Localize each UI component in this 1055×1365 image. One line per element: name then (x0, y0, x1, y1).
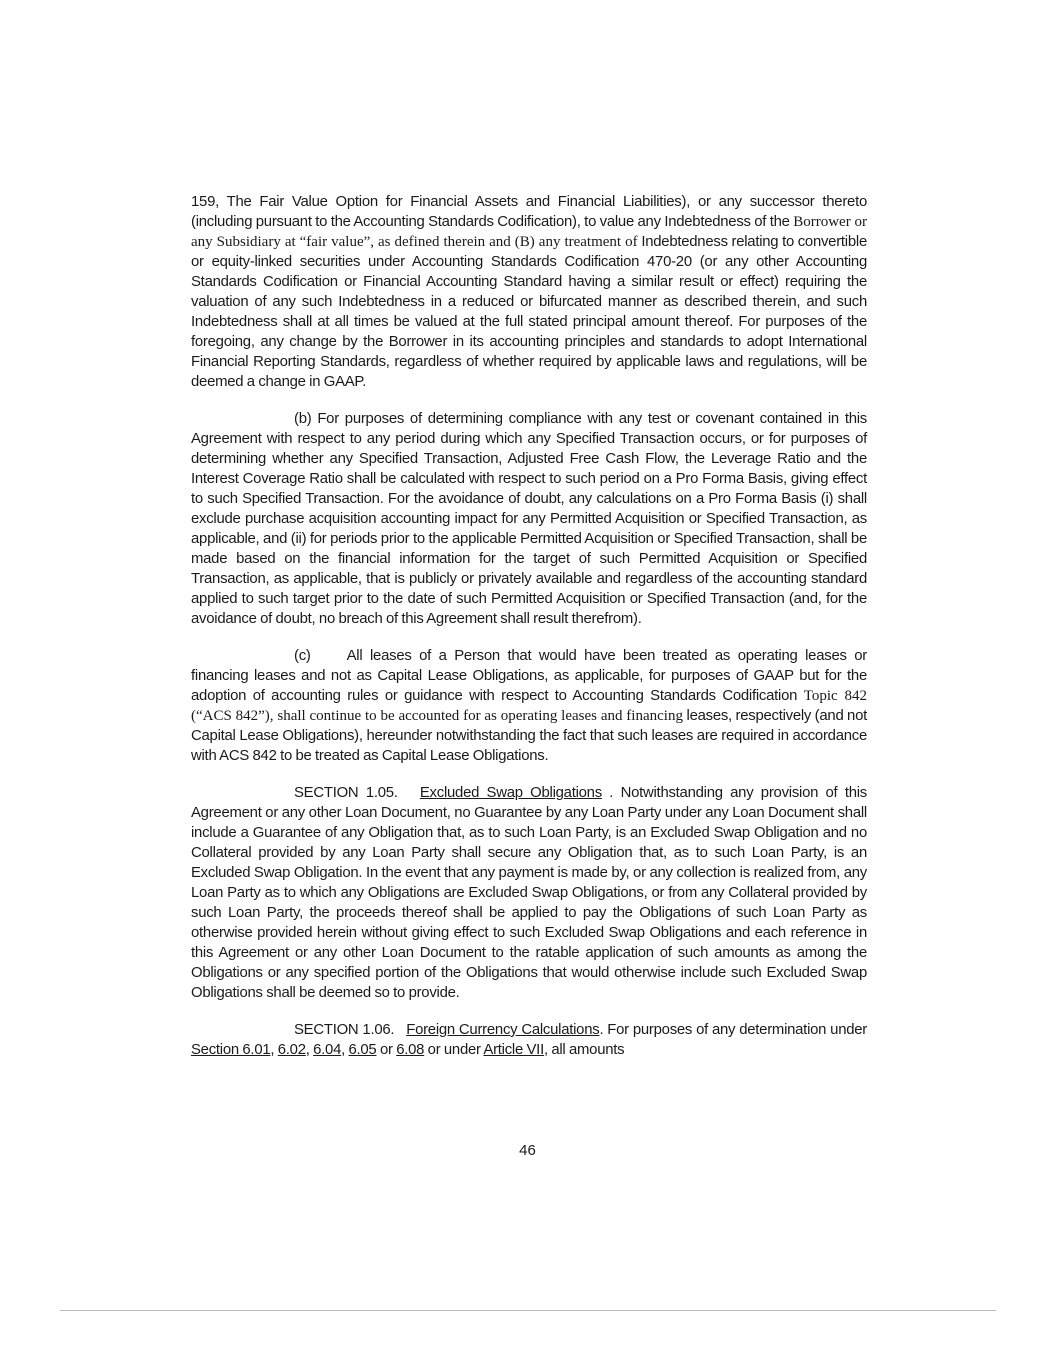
cross-reference-link[interactable]: Article VII (483, 1042, 544, 1058)
section-number: SECTION 1.06. (294, 1022, 395, 1038)
separator: or (376, 1042, 397, 1058)
section-text: . For purposes of any determination under (599, 1022, 868, 1038)
paragraph-text-serif: Topic 842 (“ACS 842”), shall continue to be accounted for as operating leases and financing (191, 688, 867, 724)
section-heading: Excluded Swap Obligations (419, 785, 602, 801)
separator: , (270, 1042, 278, 1058)
cross-reference-link[interactable]: 6.05 (348, 1042, 377, 1058)
section-1-05 (191, 783, 867, 1003)
cross-reference-link[interactable]: 6.08 (396, 1042, 425, 1058)
paragraph-text: Indebtedness relating to convertible or equity-linked securities under Accounting Standards Codification 470-20 (or any other Accounting Standards Codification or Financial Accounting Standard having a similar result or effect) requiring the valuation of any such Indebtedness in a reduced or bifurcated manner as described therein, and such Indebtedness shall at all times be valued at the full stated principal amount thereof. For purposes of the foregoing, any change by the Borrower in its accounting principles and standards to adopt International Financial Reporting Standards, regardless of whether required by applicable laws and regulations, will be deemed a change in GAAP. (191, 234, 867, 390)
section-heading: Foreign Currency Calculations (406, 1022, 600, 1038)
section-number: SECTION 1.05. (294, 785, 398, 801)
paragraph-text-serif: Borrower or any Subsidiary at “fair value”, as defined therein and (B) any treatment of (191, 214, 867, 250)
separator: , (341, 1042, 349, 1058)
cross-reference-link[interactable]: 6.04 (313, 1042, 342, 1058)
section-1-06 (191, 1020, 867, 1060)
paragraph-text: All leases of a Person that would have been treated as operating leases or financing leases and not as Capital Lease Obligations, as applicable, for purposes of GAAP but for the adoption of accounting rules or guidance with respect to Accounting Standards Codification (191, 648, 867, 704)
paragraph-b-pro-forma (191, 409, 867, 629)
cross-reference-link[interactable]: Section 6.01 (191, 1042, 271, 1058)
separator: or under (424, 1042, 484, 1058)
cross-reference-link[interactable]: 6.02 (277, 1042, 306, 1058)
separator: , (305, 1042, 314, 1058)
section-text: , all amounts (543, 1042, 625, 1058)
paragraph-text: (b) For purposes of determining compliance with any test or covenant contained in this Agreement with respect to any period during which any Specified Transaction occurs, or for purposes of determining whether any Specified Transaction, Adjusted Free Cash Flow, the Leverage Ratio and the Interest Coverage Ratio shall be calculated with respect to such period on a Pro Forma Basis, giving effect to such Specified Transaction. For the avoidance of doubt, any calculations on a Pro Forma Basis (i) shall exclude purchase acquisition accounting impact for any Permitted Acquisition or Specified Transaction, as applicable, and (ii) for periods prior to the applicable Permitted Acquisition or Specified Transaction, shall be made based on the financial information for the target of such Permitted Acquisition or Specified Transaction, as applicable, that is publicly or privately available and regardless of the accounting standard applied to such target prior to the date of such Permitted Acquisition or Specified Transaction (and, for the avoidance of doubt, no breach of this Agreement shall result therefrom). (191, 411, 867, 627)
paragraph-text: 159, The Fair Value Option for Financial Assets and Financial Liabilities), or any successor thereto (including pursuant to the Accounting Standards Codification), to value any Indebtedness of the (191, 194, 867, 230)
section-text: . Notwithstanding any provision of this Agreement or any other Loan Document, no Guarantee by any Loan Party under any Loan Document shall include a Guarantee of any Obligation that, as to such Loan Party, is an Excluded Swap Obligation and no Collateral provided by any Loan Party shall secure any Obligation that, as to such Loan Party, is an Excluded Swap Obligation. In the event that any payment is made by, or any collection is realized from, any Loan Party as to which any Obligations are Excluded Swap Obligations, or from any Collateral provided by such Loan Party, the proceeds thereof shall be applied to pay the Obligations of such Loan Party as otherwise provided herein without giving effect to such Excluded Swap Obligations and each reference in this Agreement or any other Loan Document to the ratable application of such amounts as among the Obligations or any specified portion of the Obligations that would otherwise include such Excluded Swap Obligations shall be deemed so to provide. (191, 785, 868, 1001)
paragraph-c-leases (191, 646, 867, 766)
footer-divider (60, 1310, 996, 1311)
document-body (191, 192, 867, 1060)
page-number: 46 (519, 1142, 536, 1159)
paragraph-text: leases, respectively (and not Capital Lease Obligations), hereunder notwithstanding the fact that such leases are required in accordance with ACS 842 to be treated as Capital Lease Obligations. (191, 708, 867, 764)
paragraph-gaap-continued (191, 192, 867, 392)
paragraph-label: (c) (294, 648, 311, 664)
